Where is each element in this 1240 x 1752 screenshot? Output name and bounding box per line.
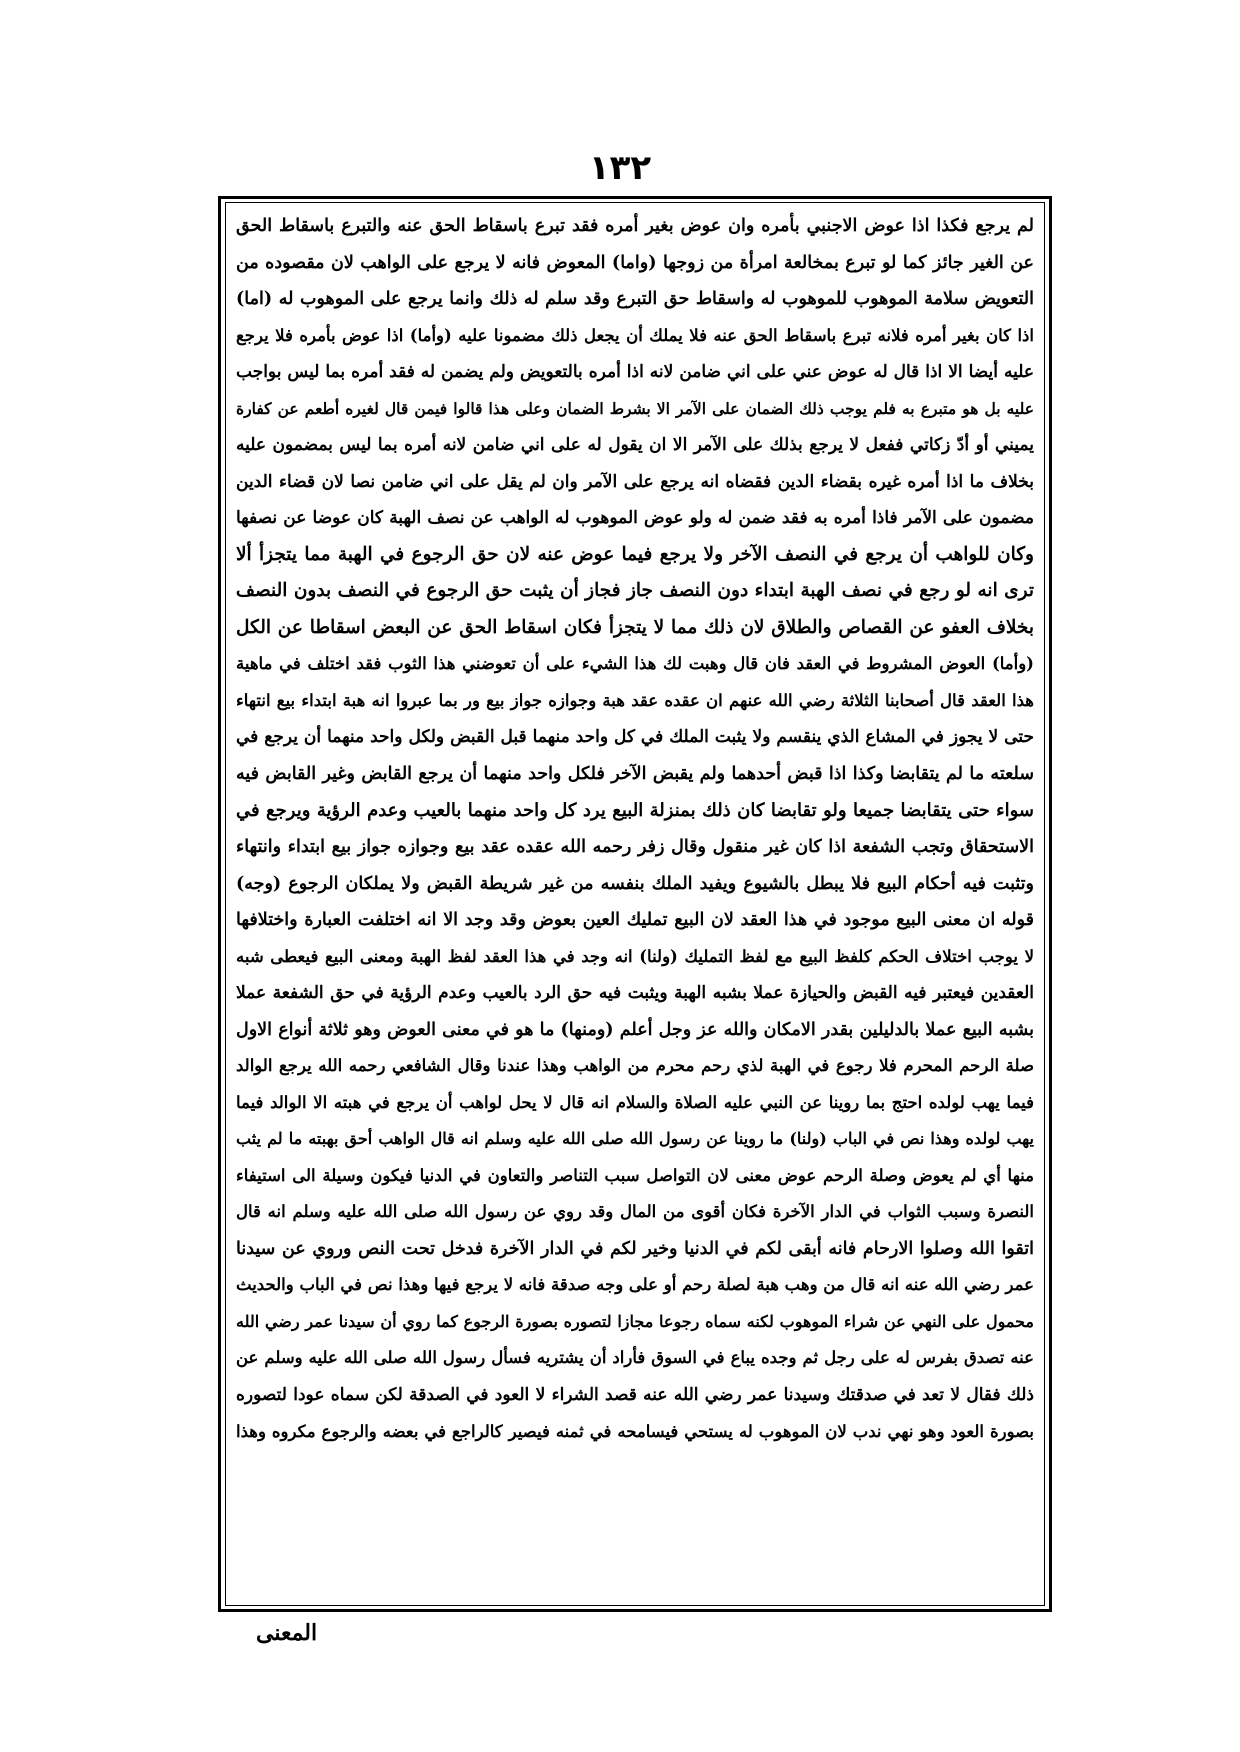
text-line: ذلك فقال لا تعد في صدقتك وسيدنا عمر رضي الله عنه قصد الشراء لا العود في الصدقة لكن سماه عودا لتصوره [236, 1385, 1034, 1405]
text-line: ترى انه لو رجع في نصف الهبة ابتداء دون النصف جاز فجاز أن يثبت حق الرجوع في النصف بدون النصف [236, 580, 1034, 602]
text-line: هذا العقد قال أصحابنا الثلاثة رضي الله عنهم ان عقده عقد هبة وجوازه جواز بيع ور بما عبروا انه هبة ابتداء بيع انتهاء [236, 690, 1034, 710]
text-line: النصرة وسبب الثواب في الدار الآخرة فكان أقوى من المال وقد روي عن رسول الله صلى الله عليه وسلم انه قال [236, 1202, 1034, 1222]
text-line: قوله ان معنى البيع موجود في هذا العقد لان البيع تمليك العين بعوض وقد وجد الا انه اختلفت العبارة واختلافها [236, 910, 1034, 931]
text-line: مضمون على الآمر فاذا أمره به فقد ضمن له ولو عوض الموهوب له الواهب عن نصف الهبة كان عوضا عن نصفها [236, 508, 1034, 529]
text-line: العقدين فيعتبر فيه القبض والحيازة عملا بشبه الهبة ويثبت فيه حق الرد بالعيب وعدم الرؤية في حق الشفعة عملا [236, 983, 1034, 1004]
page-number: ١٣٢ [588, 148, 652, 188]
text-line: لا يوجب اختلاف الحكم كلفظ البيع مع لفظ التمليك (ولنا) انه وجد في هذا العقد لفظ الهبة ومعنى البيع فيعطى شبه [236, 946, 1034, 966]
text-line: سواء حتى يتقابضا جميعا ولو تقابضا كان ذلك بمنزلة البيع يرد كل واحد منهما بالعيب وعدم الرؤية ويرجع في [236, 799, 1034, 821]
text-line: اذا كان بغير أمره فلانه تبرع باسقاط الحق عنه فلا يملك أن يجعل ذلك مضمونا عليه (وأما) اذا عوض بأمره فلا يرجع [236, 325, 1034, 345]
text-line: يهب لولده وهذا نص في الباب (ولنا) ما روينا عن رسول الله صلى الله عليه وسلم انه قال الواهب أحق بهبته ما لم يثب [236, 1129, 1034, 1149]
text-line: منها أي لم يعوض وصلة الرحم عوض معنى لان التواصل سبب التناصر والتعاون في الدنيا فيكون وسيلة الى استيفاء [236, 1165, 1034, 1185]
text-line: عليه أيضا الا اذا قال له عوض عني على اني ضامن لانه اذا أمره بالتعويض ولم يضمن له فقد أمره بما ليس بواجب [236, 362, 1034, 383]
text-line: (وأما) العوض المشروط في العقد فان قال وهبت لك هذا الشيء على أن تعوضني هذا الثوب فقد اختلف في ماهية [236, 654, 1034, 674]
text-line: بشبه البيع عملا بالدليلين بقدر الامكان والله عز وجل أعلم (ومنها) ما هو في معنى العوض وهو ثلاثة أنواع الاول [236, 1019, 1034, 1040]
text-line: وكان للواهب أن يرجع في النصف الآخر ولا يرجع فيما عوض عنه لان حق الرجوع في الهبة مما يتجزأ ألا [236, 543, 1034, 565]
text-line: اتقوا الله وصلوا الارحام فانه أبقى لكم في الدنيا وخير لكم في الدار الآخرة فدخل تحت النص وروي عن سيدنا [236, 1238, 1034, 1259]
text-line: محمول على النهي عن شراء الموهوب لكنه سماه رجوعا مجازا لتصوره بصورة الرجوع كما روي أن سيدنا عمر رضي الله [236, 1311, 1034, 1331]
text-line: التعويض سلامة الموهوب للموهوب له واسقاط حق التبرع وقد سلم له ذلك وانما يرجع على الموهوب له (اما) [236, 289, 1034, 310]
text-line: عن الغير جائز كما لو تبرع بمخالعة امرأة من زوجها (واما) المعوض فانه لا يرجع على الواهب لان مقصوده من [236, 252, 1034, 273]
text-line: سلعته ما لم يتقابضا وكذا اذا قبض أحدهما ولم يقبض الآخر فلكل واحد منهما أن يرجع القابض وغير القابض فيه [236, 763, 1034, 784]
text-line: لم يرجع فكذا اذا عوض الاجنبي بأمره وان عوض بغير أمره فقد تبرع باسقاط الحق عنه والتبرع باسقاط الحق [236, 216, 1034, 236]
text-line: عليه بل هو متبرع به فلم يوجب ذلك الضمان على الآمر الا بشرط الضمان وعلى هذا قالوا فيمن قال لغيره أطعم عن كفارة [236, 398, 1034, 418]
text-line: صلة الرحم المحرم فلا رجوع في الهبة لذي رحم محرم من الواهب وهذا عندنا وقال الشافعي رحمه الله يرجع الوالد [236, 1056, 1034, 1076]
text-line: حتى لا يجوز في المشاع الذي ينقسم ولا يثبت الملك في كل واحد منهما قبل القبض ولكل واحد منهما أن يرجع في [236, 727, 1034, 748]
text-line: بخلاف ما اذا أمره غيره بقضاء الدين فقضاه انه يرجع على الآمر وان لم يقل على اني ضامن نصا لان قضاء الدين [236, 471, 1034, 492]
text-line: بصورة العود وهو نهي ندب لان الموهوب له يستحي فيسامحه في ثمنه فيصير كالراجع في بعضه والرجوع مكروه وهذا [236, 1421, 1034, 1441]
text-line: فيما يهب لولده احتج بما روينا عن النبي عليه الصلاة والسلام انه قال لا يحل لواهب أن يرجع في هبته الا الوالد فيما [236, 1092, 1034, 1112]
body-text [236, 208, 1034, 1600]
catchword: المعنى [256, 1620, 318, 1646]
text-line: عنه تصدق بفرس له على رجل ثم وجده يباع في السوق فأراد أن يشتريه فسأل رسول الله صلى الله عليه وسلم عن [236, 1348, 1034, 1368]
text-line: بخلاف العفو عن القصاص والطلاق لان ذلك مما لا يتجزأ فكان اسقاط الحق عن البعض اسقاطا عن الكل [236, 616, 1034, 638]
text-line: عمر رضي الله عنه انه قال من وهب هبة لصلة رحم أو على وجه صدقة فانه لا يرجع فيها وهذا نص في الباب والحديث [236, 1275, 1034, 1295]
text-line: الاستحقاق وتجب الشفعة اذا كان غير منقول وقال زفر رحمه الله عقده عقد بيع وجوازه جواز بيع ابتداء وانتهاء [236, 837, 1034, 858]
text-line: وتثبت فيه أحكام البيع فلا يبطل بالشيوع ويفيد الملك بنفسه من غير شريطة القبض ولا يملكان الرجوع (وجه) [236, 873, 1034, 894]
text-line: يميني أو أدّ زكاتي ففعل لا يرجع بذلك على الآمر الا ان يقول له على اني ضامن لانه أمره بما ليس بمضمون عليه [236, 435, 1034, 456]
